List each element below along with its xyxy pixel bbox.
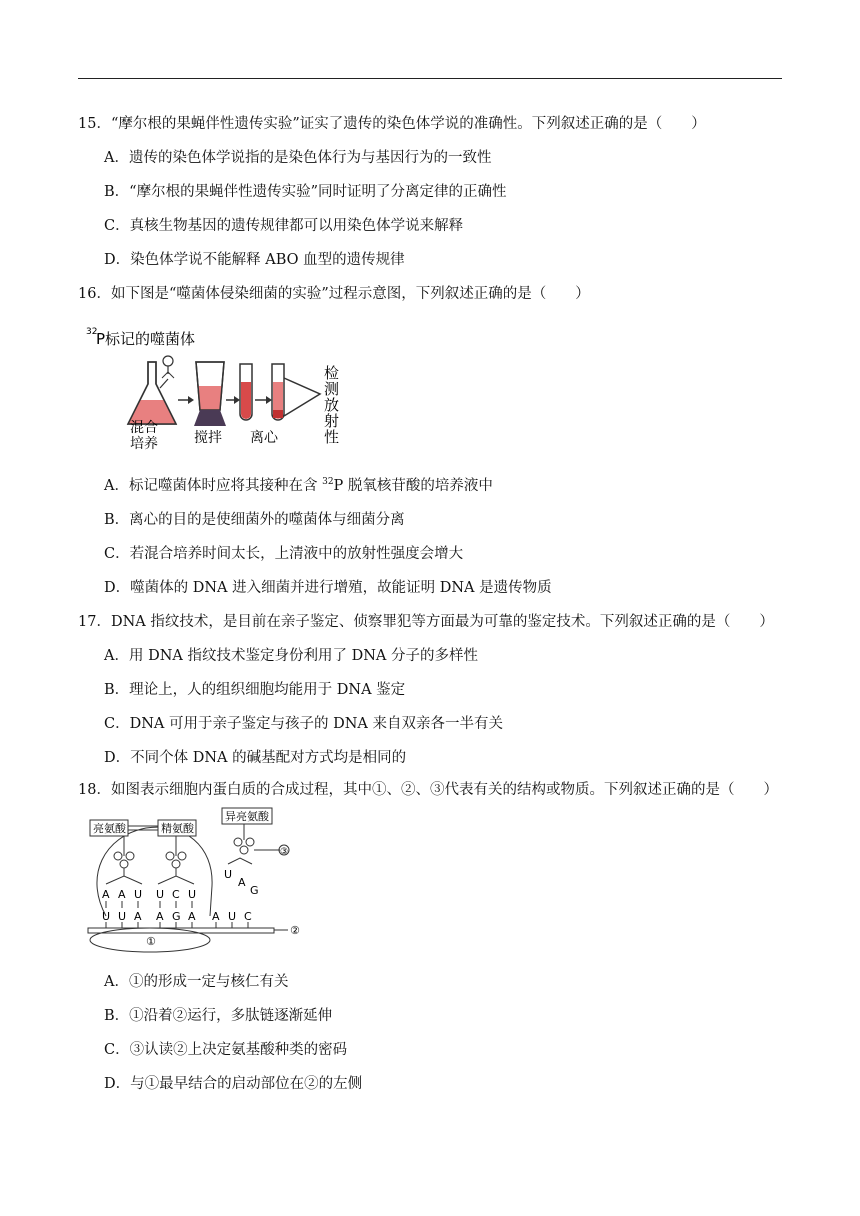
detect-char-2: 测	[324, 380, 340, 398]
q18-option-b: B．①沿着②运行，多肽链逐渐延伸	[104, 1008, 333, 1024]
q18-option-d: D．与①最早结合的启动部位在②的左侧	[104, 1076, 363, 1092]
label-mix-2: 培养	[130, 436, 158, 452]
svg-text:A: A	[156, 910, 164, 923]
svg-text:U: U	[188, 888, 197, 901]
question-18-stem: 18．如图表示细胞内蛋白质的合成过程，其中①、②、③代表有关的结构或物质。下列叙述正确的是（ ）	[78, 782, 778, 798]
svg-text:G: G	[250, 884, 259, 897]
figure-title-sup: 32	[86, 327, 98, 337]
q15-option-b: B．“摩尔根的果蝇伴性遗传实验”同时证明了分离定律的正确性	[104, 184, 507, 200]
question-15-stem: 15．“摩尔根的果蝇伴性遗传实验”证实了遗传的染色体学说的准确性。下列叙述正确的是（ ）	[78, 116, 706, 132]
label-stir: 搅拌	[194, 430, 222, 446]
svg-text:异亮氨酸: 异亮氨酸	[225, 810, 269, 823]
svg-text:A: A	[188, 910, 196, 923]
q17-option-c: C．DNA 可用于亲子鉴定与孩子的 DNA 来自双亲各一半有关	[104, 716, 503, 732]
svg-text:U: U	[224, 868, 233, 881]
svg-text:A: A	[134, 910, 142, 923]
detect-char-1: 检	[324, 364, 340, 382]
label-centrifuge: 离心	[250, 430, 278, 446]
detect-char-3: 放	[324, 396, 340, 414]
label-mix-1: 混合	[130, 420, 158, 436]
header-rule	[78, 78, 782, 79]
svg-text:G: G	[172, 910, 181, 923]
svg-text:U: U	[102, 910, 111, 923]
q16-option-b: B．离心的目的是使细菌外的噬菌体与细菌分离	[104, 512, 405, 528]
svg-text:A: A	[238, 876, 246, 889]
svg-text:C: C	[172, 888, 180, 901]
svg-text:A: A	[102, 888, 110, 901]
q18-option-c: C．③认读②上决定氨基酸种类的密码	[104, 1042, 348, 1058]
svg-text:亮氨酸: 亮氨酸	[93, 822, 126, 835]
question-16-stem: 16．如下图是“噬菌体侵染细菌的实验”过程示意图，下列叙述正确的是（ ）	[78, 286, 590, 302]
q16-option-c: C．若混合培养时间太长，上清液中的放射性强度会增大	[104, 546, 464, 562]
phage-icon	[163, 356, 173, 366]
detect-char-4: 射	[324, 412, 340, 430]
ribosome-large-subunit	[97, 827, 212, 916]
svg-text:U: U	[228, 910, 237, 923]
svg-text:C: C	[244, 910, 252, 923]
svg-text:U: U	[118, 910, 127, 923]
q17-option-b: B．理论上，人的组织细胞均能用于 DNA 鉴定	[104, 682, 406, 698]
label-1: ①	[146, 935, 156, 948]
svg-text:精氨酸: 精氨酸	[161, 822, 194, 835]
translation-figure	[84, 806, 314, 956]
label-2: ②	[290, 924, 300, 937]
q15-option-d: D．染色体学说不能解释 ABO 血型的遗传规律	[104, 252, 405, 268]
q15-option-c: C．真核生物基因的遗传规律都可以用染色体学说来解释	[104, 218, 464, 234]
svg-text:A: A	[118, 888, 126, 901]
question-17-stem: 17．DNA 指纹技术，是目前在亲子鉴定、侦察罪犯等方面最为可靠的鉴定技术。下列叙述正确的是（ ）	[78, 614, 774, 630]
detect-char-5: 性	[324, 428, 340, 446]
svg-text:A: A	[212, 910, 220, 923]
svg-text:U: U	[156, 888, 165, 901]
trna-3	[234, 838, 242, 846]
label-3: ③	[280, 847, 289, 857]
trna-1	[114, 852, 122, 860]
figure-title: P标记的噬菌体	[96, 330, 196, 348]
trna-2	[166, 852, 174, 860]
q16-option-d: D．噬菌体的 DNA 进入细菌并进行增殖，故能证明 DNA 是遗传物质	[104, 580, 552, 596]
q17-option-a: A．用 DNA 指纹技术鉴定身份利用了 DNA 分子的多样性	[104, 648, 478, 664]
q18-option-a: A．①的形成一定与核仁有关	[104, 974, 289, 990]
q16-option-a: A．标记噬菌体时应将其接种在含 $^{32}$P 脱氧核苷酸的培养液中	[104, 477, 493, 494]
q17-option-d: D．不同个体 DNA 的碱基配对方式均是相同的	[104, 750, 407, 766]
q15-option-a: A．遗传的染色体学说指的是染色体行为与基因行为的一致性	[104, 150, 492, 166]
svg-text:U: U	[134, 888, 143, 901]
phage-experiment-figure	[84, 322, 354, 452]
